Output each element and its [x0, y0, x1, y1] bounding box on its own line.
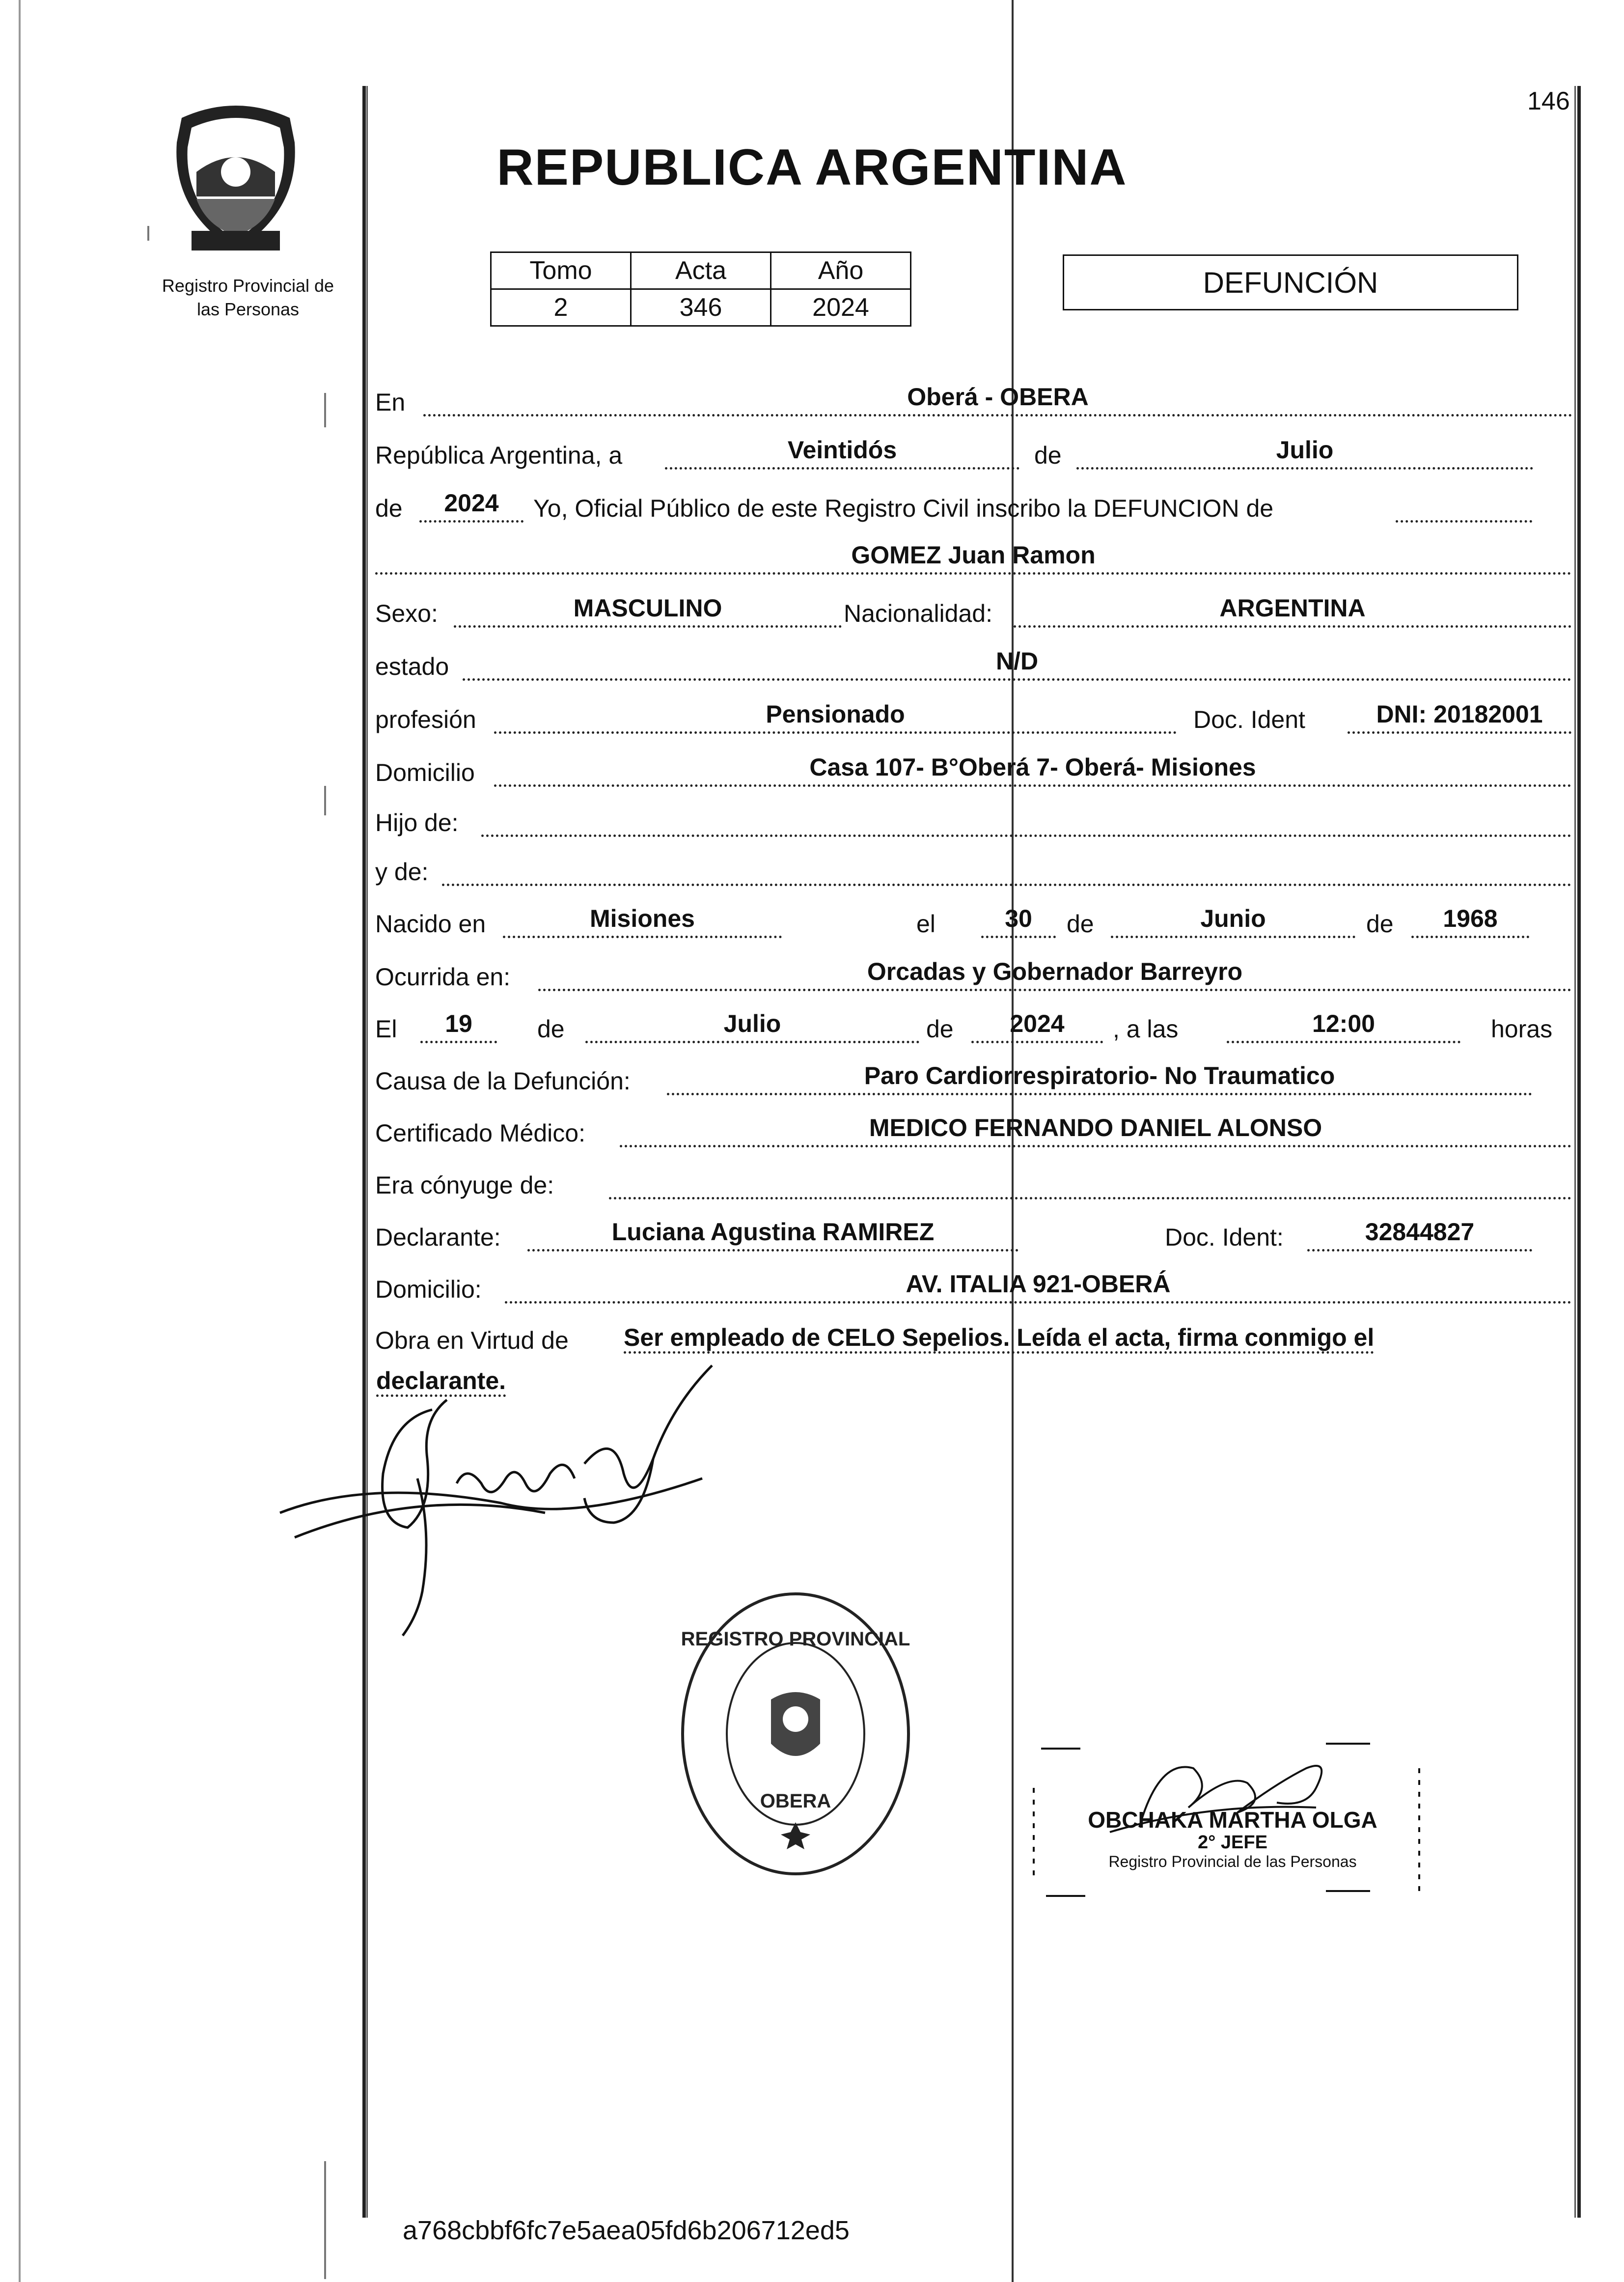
row-hijo	[374, 803, 1572, 842]
record-type-box: DEFUNCIÓN	[1063, 254, 1518, 310]
seal-inner-text: OBERA	[760, 1790, 831, 1812]
ocurrida-label: Ocurrida en:	[375, 963, 511, 991]
doc-label: Doc. Ident	[1193, 706, 1305, 733]
form-frame-right	[1577, 86, 1581, 2218]
row-date	[374, 435, 1572, 474]
month-field: Julio	[1076, 433, 1533, 470]
row-causa	[374, 1061, 1572, 1100]
row-estado	[374, 646, 1572, 686]
anio-value: 2024	[771, 289, 911, 326]
col-acta: Acta	[631, 252, 771, 289]
page-number: 146	[1527, 87, 1570, 115]
causa-label: Causa de la Defunción:	[375, 1067, 631, 1095]
form-frame-left-inner	[366, 86, 368, 2218]
domicilio-label: Domicilio	[375, 759, 475, 786]
death-time-field: 12:00	[1227, 1006, 1460, 1043]
de-label: de	[1067, 910, 1094, 938]
row-domicilio-declarante	[374, 1269, 1572, 1308]
domicilio-label: Domicilio:	[375, 1276, 482, 1303]
nacionalidad-field: ARGENTINA	[1014, 591, 1571, 628]
page-edge-line	[19, 0, 21, 2282]
declarante-label: Declarante:	[375, 1224, 501, 1251]
death-month-field: Julio	[585, 1006, 919, 1043]
profesion-label: profesión	[375, 706, 476, 733]
certificado-label: Certificado Médico:	[375, 1119, 585, 1147]
nacionalidad-label: Nacionalidad:	[844, 600, 992, 627]
declarante-field: Luciana Agustina RAMIREZ	[527, 1215, 1018, 1252]
ocurrida-field: Orcadas y Gobernador Barreyro	[538, 954, 1571, 991]
margin-mark	[324, 2161, 326, 2279]
alas-label: , a las	[1113, 1015, 1179, 1043]
row-domicilio	[374, 752, 1572, 792]
place-field: Oberá - OBERA	[423, 380, 1572, 417]
birth-month-field: Junio	[1111, 901, 1355, 938]
row-sexo	[374, 593, 1572, 633]
yde-label: y de:	[375, 858, 429, 886]
republica-label: República Argentina, a	[375, 442, 623, 469]
en-label: En	[375, 389, 406, 416]
certificado-field: MEDICO FERNANDO DANIEL ALONSO	[620, 1111, 1571, 1147]
registry-label: Registro Provincial de las Personas	[162, 276, 334, 319]
death-year-field: 2024	[971, 1006, 1103, 1043]
causa-field: Paro Cardiorrespiratorio- No Traumatico	[667, 1058, 1532, 1095]
de-label: de	[537, 1015, 565, 1043]
intro-text: Yo, Oficial Público de este Registro Civil inscribo la DEFUNCION de	[533, 495, 1274, 522]
horas-label: horas	[1491, 1015, 1553, 1043]
year-field: 2024	[419, 486, 523, 523]
row-profesion	[374, 699, 1572, 739]
registry-seal	[673, 1586, 918, 1881]
margin-mark	[147, 226, 149, 241]
form-frame-left	[362, 86, 366, 2218]
margin-mark	[324, 786, 326, 815]
col-tomo: Tomo	[491, 252, 631, 289]
de-label: de	[1366, 910, 1394, 938]
declarante-domicilio-field: AV. ITALIA 921-OBERÁ	[505, 1267, 1571, 1304]
official-name: OBCHAKA MARTHA OLGA	[1088, 1807, 1377, 1833]
official-office: Registro Provincial de las Personas	[1108, 1853, 1357, 1870]
doc-field: DNI: 20182001	[1348, 697, 1571, 734]
sexo-field: MASCULINO	[454, 591, 842, 628]
obra-label: Obra en Virtud de	[375, 1327, 569, 1354]
conyuge-field	[609, 1163, 1571, 1199]
row-en	[374, 382, 1572, 421]
reference-table	[490, 251, 911, 327]
acta-value: 346	[631, 289, 771, 326]
el-label: El	[375, 1015, 397, 1043]
intro-blank	[1396, 486, 1532, 523]
birth-year-field: 1968	[1411, 901, 1529, 938]
row-conyuge	[374, 1165, 1572, 1204]
de-label: de	[1034, 442, 1062, 469]
death-day-field: 19	[420, 1006, 497, 1043]
document-hash: a768cbbf6fc7e5aea05fd6b206712ed5	[403, 2216, 850, 2245]
obra-text-continued: declarante.	[376, 1360, 671, 1402]
hijo-field	[481, 800, 1571, 837]
el-label: el	[916, 910, 936, 938]
birth-day-field: 30	[981, 901, 1056, 938]
estado-label: estado	[375, 653, 449, 680]
estado-field: N/D	[463, 644, 1571, 681]
conyuge-label: Era cónyuge de:	[375, 1171, 554, 1199]
day-field: Veintidós	[665, 433, 1019, 470]
deceased-name-field: GOMEZ Juan Ramon	[375, 538, 1571, 575]
de-label: de	[926, 1015, 954, 1043]
profesion-field: Pensionado	[494, 697, 1177, 734]
tomo-value: 2	[491, 289, 631, 326]
row-yde	[374, 852, 1572, 891]
svg-text:REGISTRO PROVINCIAL: REGISTRO PROVINCIAL	[681, 1628, 910, 1650]
hijo-label: Hijo de:	[375, 809, 459, 836]
nacido-label: Nacido en	[375, 910, 486, 938]
birth-place-field: Misiones	[503, 901, 782, 938]
page-title: REPUBLICA ARGENTINA	[496, 139, 1128, 196]
doc-ident-label: Doc. Ident:	[1165, 1224, 1284, 1251]
row-ocurrida	[374, 957, 1572, 996]
row-death-date	[374, 1009, 1572, 1048]
sexo-label: Sexo:	[375, 600, 438, 627]
row-intro	[374, 488, 1572, 528]
col-anio: Año	[771, 252, 911, 289]
yde-field	[442, 849, 1571, 886]
margin-mark	[324, 393, 326, 427]
de-label: de	[375, 495, 403, 522]
row-declarante	[374, 1217, 1572, 1256]
row-name	[374, 540, 1572, 580]
form-frame-right-inner	[1574, 86, 1576, 2218]
row-nacido	[374, 904, 1572, 943]
obra-text: Ser empleado de CELO Sepelios. Leída el acta, firma conmigo el	[624, 1316, 1571, 1359]
declarante-doc-field: 32844827	[1307, 1215, 1532, 1252]
row-certificado	[374, 1113, 1572, 1152]
domicilio-field: Casa 107- B°Oberá 7- Oberá- Misiones	[494, 750, 1571, 787]
official-role: 2° JEFE	[1198, 1832, 1267, 1853]
